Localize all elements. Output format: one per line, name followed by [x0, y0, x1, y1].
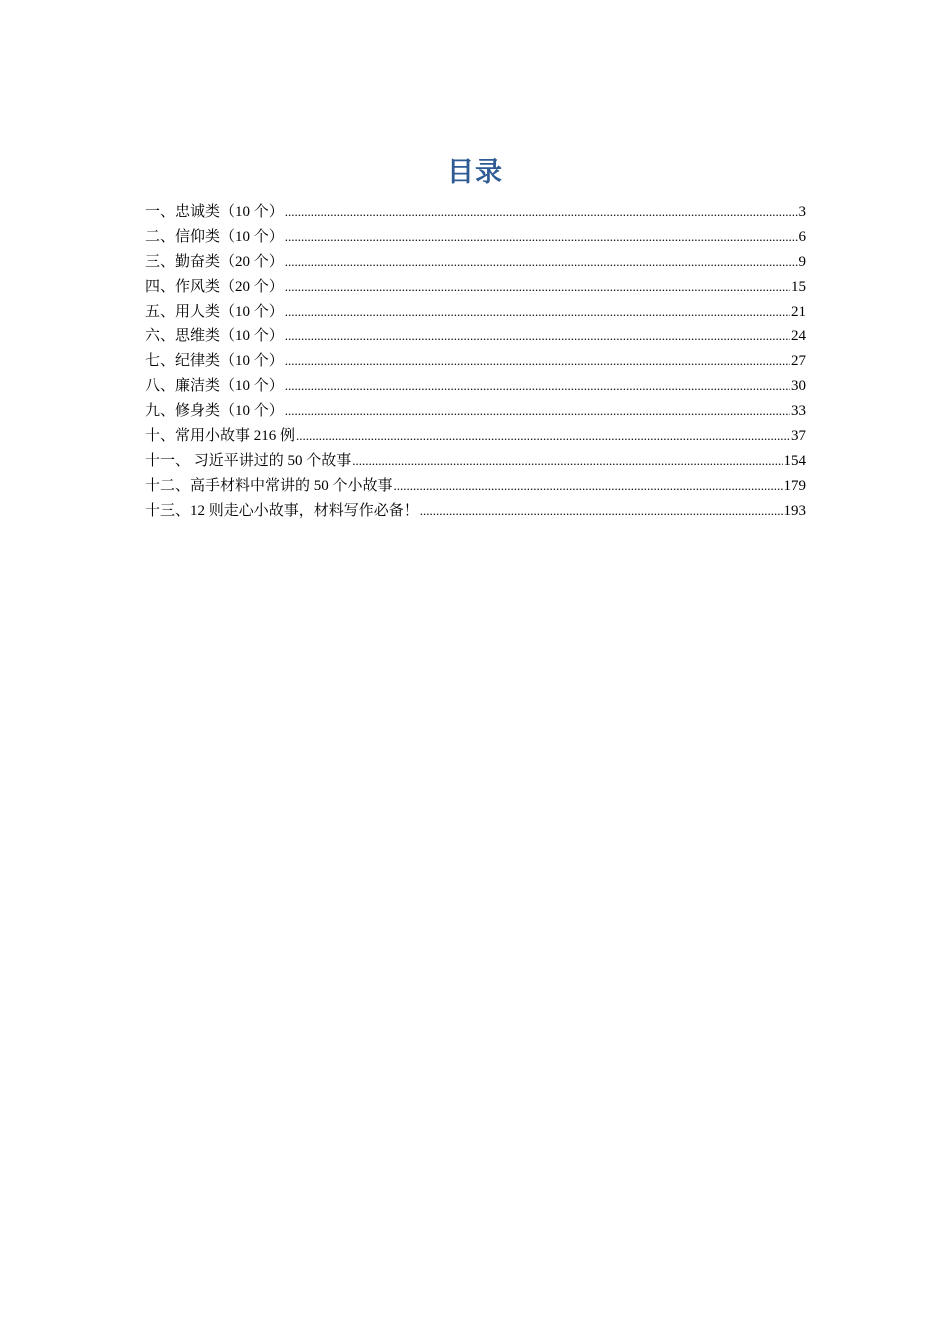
toc-entry-label: 十二、高手材料中常讲的 50 个小故事 [145, 477, 393, 494]
toc-entry-label: 八、廉洁类（10 个） [145, 378, 284, 395]
toc-entry[interactable] [145, 374, 806, 399]
toc-entry-label: 二、信仰类（10 个） [145, 228, 284, 245]
toc-entry-page: 154 [783, 452, 806, 469]
toc-title: 目录 [447, 157, 503, 187]
toc-dot-leader [285, 399, 790, 424]
toc-entry[interactable] [145, 399, 806, 424]
toc-entry-label: 十、常用小故事 216 例 [145, 428, 296, 445]
toc-entry-label: 十一、 习近平讲过的 50 个故事 [145, 452, 352, 469]
toc-entry-page: 15 [791, 278, 806, 295]
toc-dot-leader [285, 275, 790, 300]
toc-dot-leader [285, 374, 790, 399]
toc-entry-page: 179 [783, 477, 806, 494]
toc-dot-leader [420, 499, 783, 524]
toc-entry-page: 37 [791, 428, 806, 445]
toc-entry[interactable] [145, 499, 806, 524]
toc-entry-label: 七、纪律类（10 个） [145, 353, 284, 370]
toc-entry-page: 33 [791, 403, 806, 420]
toc-dot-leader [285, 250, 798, 275]
toc-entry-label: 四、作风类（20 个） [145, 278, 284, 295]
toc-entry-page: 9 [798, 253, 806, 270]
toc-entry[interactable] [145, 449, 806, 474]
toc-dot-leader [285, 324, 790, 349]
toc-dot-leader [285, 200, 798, 225]
toc-entry[interactable] [145, 300, 806, 325]
toc-entry-page: 30 [791, 378, 806, 395]
toc-entry[interactable] [145, 349, 806, 374]
toc-dot-leader [296, 424, 790, 449]
toc-entry-page: 24 [791, 328, 806, 345]
toc-entry[interactable] [145, 424, 806, 449]
toc-entry[interactable] [145, 275, 806, 300]
toc-dot-leader [285, 300, 790, 325]
toc-entry-label: 五、用人类（10 个） [145, 303, 284, 320]
toc-entry-page: 193 [783, 502, 806, 519]
toc-dot-leader [394, 474, 783, 499]
toc-entry-page: 27 [791, 353, 806, 370]
toc-entry-label: 九、修身类（10 个） [145, 403, 284, 420]
toc-dot-leader [285, 349, 790, 374]
toc-entry-page: 3 [798, 204, 806, 220]
toc-entry-page: 21 [791, 303, 806, 320]
toc-entry-label: 三、勤奋类（20 个） [145, 253, 284, 270]
toc-dot-leader [285, 225, 798, 250]
toc-entry[interactable] [145, 250, 806, 275]
toc-entry-label: 六、思维类（10 个） [145, 328, 284, 345]
toc-entry-label: 一、忠诚类（10 个） [145, 204, 284, 220]
table-of-contents [145, 200, 806, 524]
toc-entry[interactable] [145, 474, 806, 499]
toc-entry-label: 十三、12 则走心小故事，材料写作必备！ [145, 502, 419, 519]
toc-entry[interactable] [145, 324, 806, 349]
toc-entry[interactable] [145, 225, 806, 250]
toc-dot-leader [352, 449, 782, 474]
toc-entry[interactable] [145, 200, 806, 225]
toc-entry-page: 6 [798, 228, 806, 245]
